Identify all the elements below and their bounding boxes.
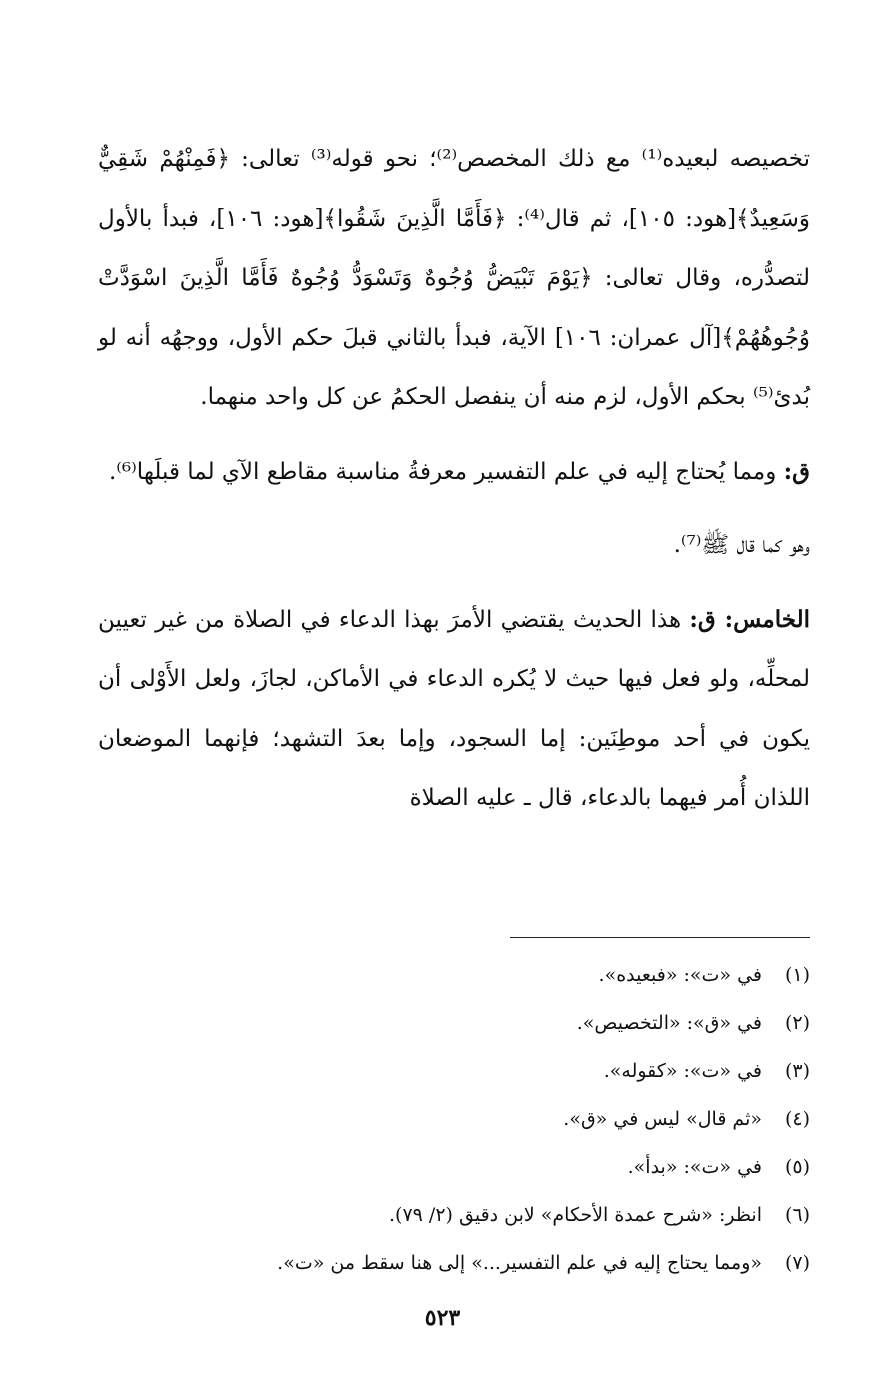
- paragraph-4-text: هذا الحديث يقتضي الأمرَ بهذا الدعاء في الصلاة من غير تعيين لمحلِّه، ولو فعل فيها حيث لا يُكره الدعاء في الأماكن، لجازَ، ولعل الأَوْلى أن يكون في أحد موطِنَين: إما السجود، وإما بعدَ التشهد؛ فإنهما الموضعان اللذان أُمر فيهما بالدعاء، قال ـ عليه الصلاة: [98, 606, 810, 811]
- footnote: [180, 1191, 810, 1239]
- paragraph-4-label: ق:: [689, 605, 725, 633]
- paragraph-1-text: تخصيصه لبعيده⁽¹⁾ مع ذلك المخصص⁽²⁾؛ نحو قوله⁽³⁾ تعالى: ﴿فَمِنْهُمْ شَقِيٌّ وَسَعِيدٌ﴾[هود: ١٠٥]، ثم قال⁽⁴⁾: ﴿فَأَمَّا الَّذِينَ شَقُوا﴾[هود: ١٠٦]، فبدأ بالأول لتصدُّره، وقال تعالى: ﴿يَوْمَ تَبْيَضُّ وُجُوهٌ وَتَسْوَدُّ وُجُوهٌ فَأَمَّا الَّذِينَ اسْوَدَّتْ وُجُوهُهُمْ﴾[آل عمران: ١٠٦] الآية، فبدأ بالثاني قبلَ حكم الأول، ووجهُه أنه لو بُدئ⁽⁵⁾ بحكم الأول، لزم منه أن ينفصل الحكمُ عن كل واحد منهما.: [98, 146, 811, 410]
- paragraph-4-heading: الخامس:: [724, 605, 810, 633]
- footnote-number: (٣): [784, 1060, 810, 1082]
- page-number: ٥٢٣: [424, 1305, 461, 1331]
- paragraph-2: [98, 442, 810, 503]
- paragraph-3-text: وهو كما قال ﷺ⁽⁷⁾.: [673, 532, 810, 558]
- footnote-text: في «ق»: «التخصيص».: [576, 1012, 762, 1034]
- footnote-separator: [510, 937, 810, 938]
- footnote: [180, 1239, 810, 1287]
- footnote-text: انظر: «شرح عمدة الأحكام» لابن دقيق (٢/ ٧٩).: [388, 1204, 762, 1226]
- footnote-text: «ومما يحتاج إليه في علم التفسير...» إلى هنا سقط من «ت».: [277, 1252, 762, 1274]
- paragraph-1: [98, 130, 810, 428]
- footnote-text: في «ت»: «فبعيده».: [598, 964, 762, 986]
- paragraph-4: [98, 590, 810, 829]
- paragraph-3: [98, 516, 810, 576]
- footnotes: [180, 951, 810, 1287]
- main-text: [98, 130, 810, 829]
- footnote-number: (٢): [784, 1012, 810, 1034]
- footnote-text: في «ت»: «كقوله».: [603, 1060, 762, 1082]
- footnote: [180, 951, 810, 999]
- footnote-number: (١): [784, 964, 810, 986]
- paragraph-2-text: ومما يُحتاج إليه في علم التفسير معرفةُ مناسبة مقاطع الآي لما قبلَها⁽⁶⁾.: [108, 458, 784, 485]
- footnote-number: (٤): [784, 1108, 810, 1130]
- paragraph-2-label: ق:: [783, 457, 810, 485]
- footnote-text: في «ت»: «بدأ».: [627, 1156, 762, 1178]
- footnote: [180, 1143, 810, 1191]
- footnote-number: (٧): [784, 1252, 810, 1274]
- footnote-number: (٦): [784, 1204, 810, 1226]
- footnote-text: «ثم قال» ليس في «ق».: [563, 1108, 762, 1130]
- footnote: [180, 999, 810, 1047]
- footnote: [180, 1095, 810, 1143]
- footnote-number: (٥): [784, 1156, 810, 1178]
- footnote: [180, 1047, 810, 1095]
